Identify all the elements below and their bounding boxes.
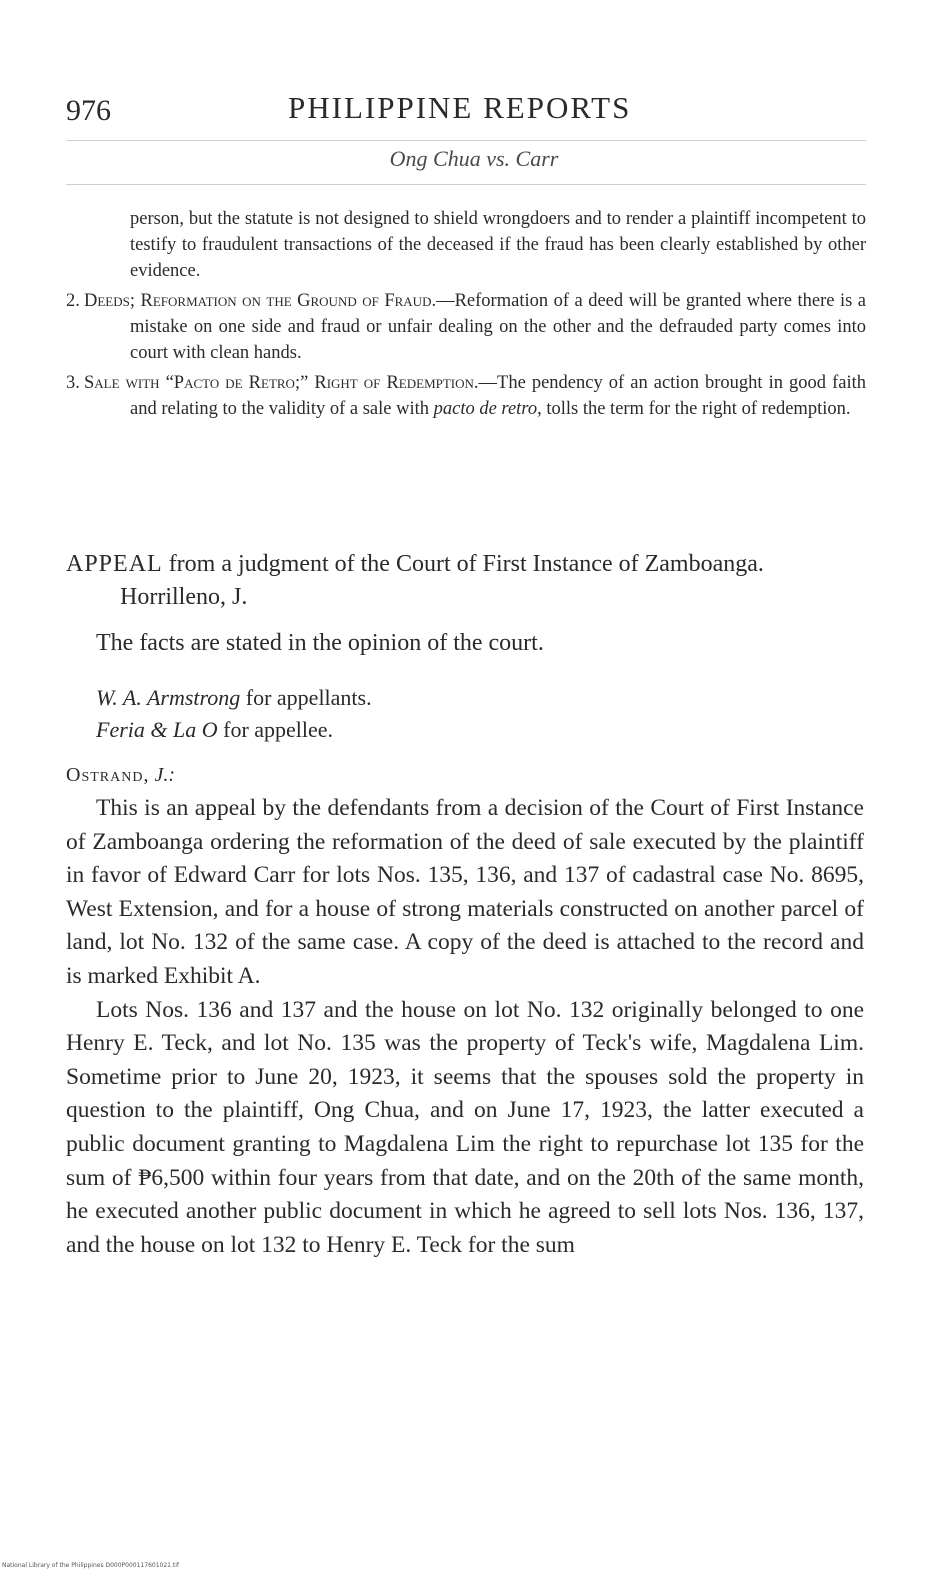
syllabus-item-heading: Sale with “Pacto de Retro;” Right of Redemption. <box>84 373 479 393</box>
running-head: PHILIPPINE REPORTS <box>288 90 632 125</box>
judge-heading <box>66 764 175 787</box>
counsel-appellee <box>96 714 372 746</box>
counsel-appellants <box>96 682 372 714</box>
opinion-body <box>66 792 864 1262</box>
appeal-text: from a judgment of the Court of First Instance of Zamboanga. Horrilleno, J. <box>120 551 764 610</box>
syllabus-item-number: 3. <box>66 373 80 393</box>
scan-footer: National Library of the Philippines D000P000117601021.tif <box>2 1562 180 1569</box>
syllabus-item-text: —The pendency of an action brought in good faith and relating to the validity of a sale with <box>130 373 866 419</box>
header-rule <box>66 140 866 141</box>
case-title: Ong Chua vs. Carr <box>389 146 559 171</box>
syllabus-item-heading: Deeds; Reformation on the Ground of Fraud. <box>84 291 437 311</box>
counsel-block <box>96 682 372 746</box>
syllabus-continuation: person, but the statute is not designed to shield wrongdoers and to render a plaintiff incompetent to testify to fraudulent transactions of the deceased if the fraud has been clearly established by other evidence. <box>130 209 866 281</box>
judge-title: J.: <box>149 764 175 786</box>
page-number: 976 <box>66 94 111 127</box>
counsel-appellants-name: W. A. Armstrong <box>96 685 241 710</box>
counsel-appellee-role: for appellee. <box>217 717 334 742</box>
syllabus-item-number: 2. <box>66 291 80 311</box>
syllabus-item <box>66 288 866 366</box>
syllabus-item-italic: pacto de retro <box>433 399 538 419</box>
header-rule-bottom <box>66 184 866 185</box>
body-paragraph: Lots Nos. 136 and 137 and the house on lot No. 132 originally belonged to one Henry E. Teck, and lot No. 135 was the property of Teck's wife, Magdalena Lim. Sometime prior to June 20, 1923, it seems that the spouses sold the property in question to the plaintiff, Ong Chua, and on June 17, 1923, the latter executed a public document granting to Magdalena Lim the right to repurchase lot 135 for the sum of ₱6,500 within four years from that date, and on the 20th of the same month, he executed another public document in which he agreed to sell lots Nos. 136, 137, and the house on lot 132 to Henry E. Teck for the sum <box>66 996 864 1258</box>
judge-name: Ostrand, <box>66 764 150 786</box>
facts-line: The facts are stated in the opinion of the court. <box>96 630 544 656</box>
syllabus-item-text-end: , tolls the term for the right of redemption. <box>537 399 851 419</box>
syllabus-item-text: —Reformation of a deed will be granted where there is a mistake on one side and fraud or unfair dealing on the other and the defrauded party comes into court with clean hands. <box>130 291 867 363</box>
appeal-lead: APPEAL <box>66 551 163 577</box>
syllabus <box>66 206 866 426</box>
syllabus-item <box>66 370 866 422</box>
appeal-statement <box>66 548 866 614</box>
counsel-appellants-role: for appellants. <box>240 685 372 710</box>
body-paragraph: This is an appeal by the defendants from a decision of the Court of First Instance of Zamboanga ordering the reformation of the deed of sale executed by the plaintiff in favor of Edward Carr for lots Nos. 135, 136, and 137 of cadastral case No. 8695, West Extension, and for a house of strong materials constructed on another parcel of land, lot No. 132 of the same case. A copy of the deed is attached to the record and is marked Exhibit A. <box>66 795 864 989</box>
counsel-appellee-name: Feria & La O <box>96 717 218 742</box>
